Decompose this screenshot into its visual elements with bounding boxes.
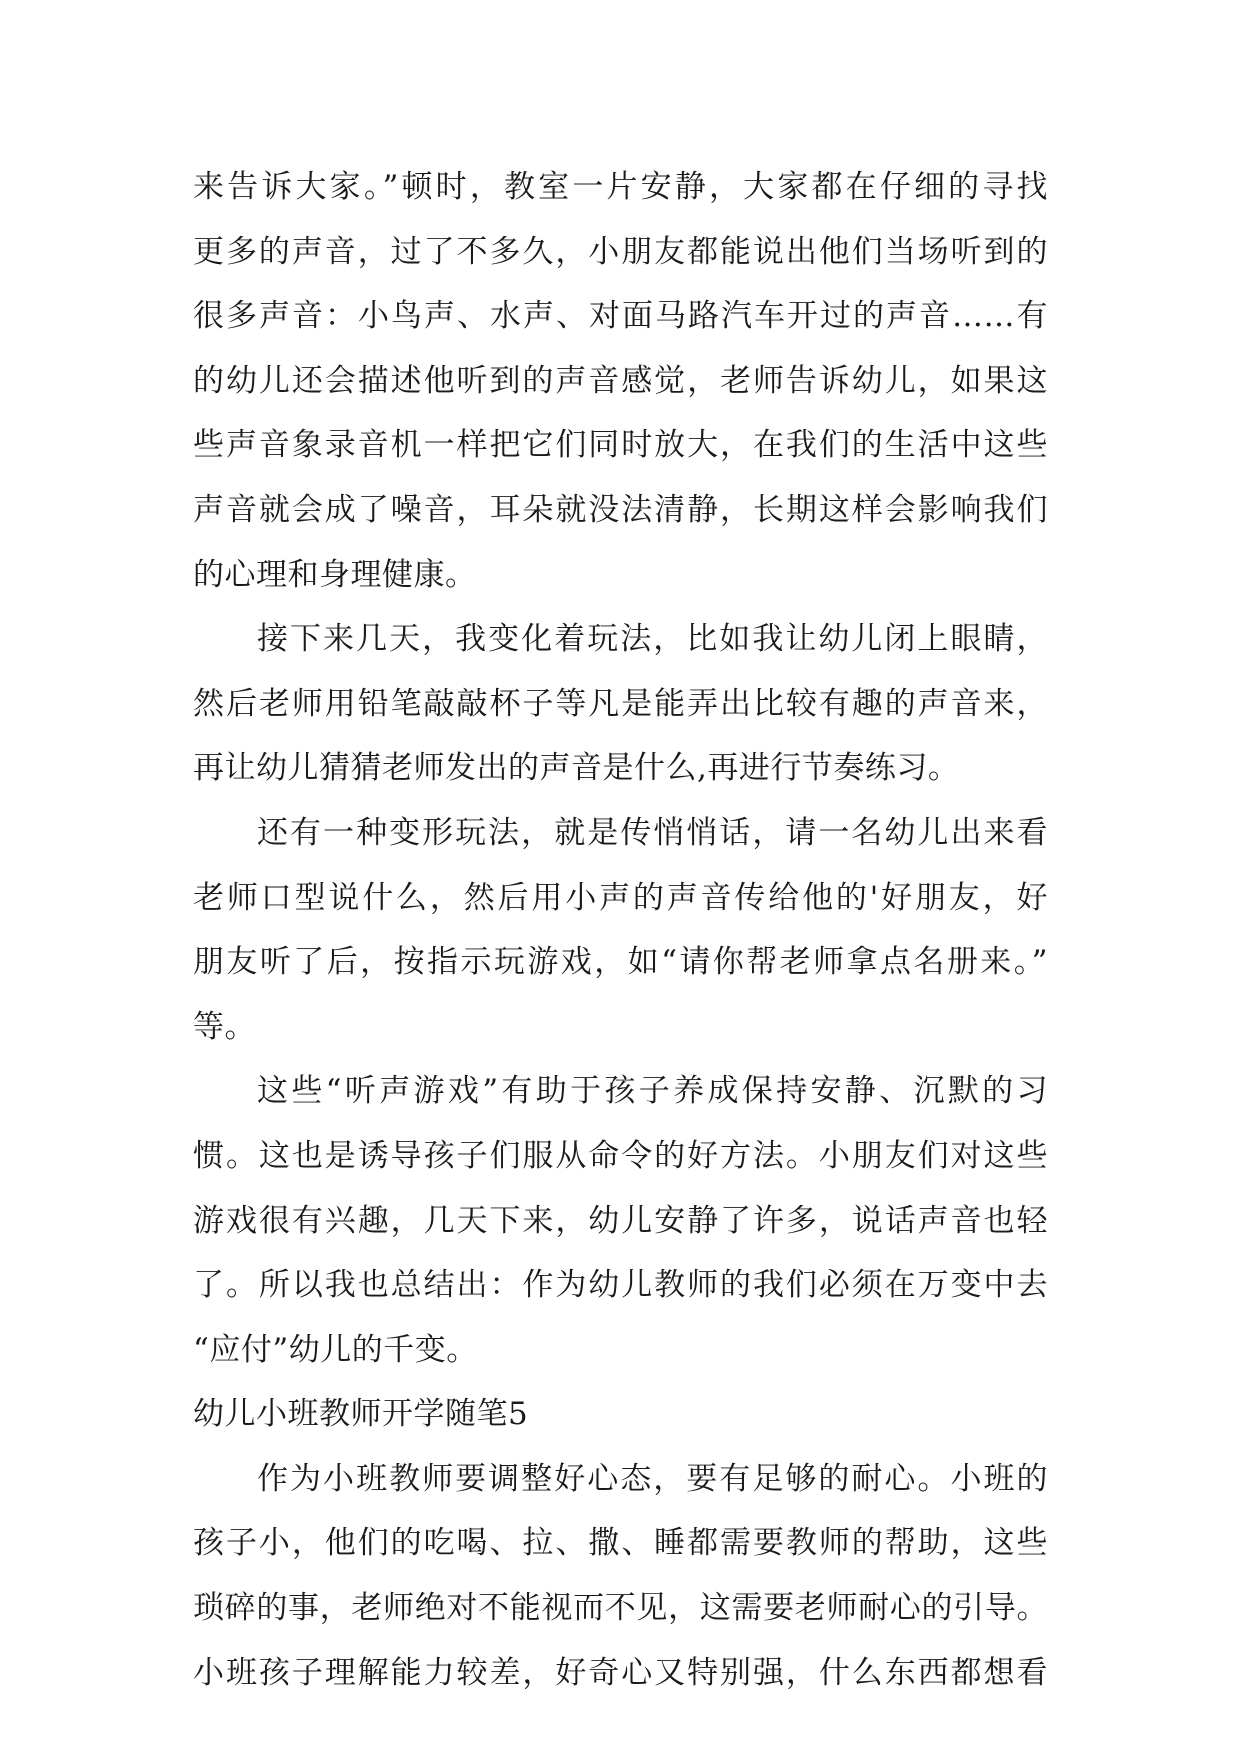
paragraph-line: 的幼儿还会描述他听到的声音感觉，老师告诉幼儿，如果这 (193, 362, 1048, 399)
paragraph-line: 作为小班教师要调整好心态，要有足够的耐心。小班的 (257, 1460, 1048, 1497)
paragraph-line: 来告诉大家。”顿时，教室一片安静，大家都在仔细的寻找 (193, 169, 1048, 205)
paragraph-4 (193, 1059, 1048, 1382)
paragraph-1 (193, 155, 1048, 607)
paragraph-line: 朋友听了后，按指示玩游戏，如“请你帮老师拿点名册来。” (193, 944, 1048, 981)
paragraph-line: 接下来几天，我变化着玩法，比如我让幼儿闭上眼睛， (257, 621, 1048, 658)
paragraph-line: 声音就会成了噪音，耳朵就没法清静，长期这样会影响我们 (193, 491, 1048, 528)
paragraph-line: 了。所以我也总结出：作为幼儿教师的我们必须在万变中去 (193, 1267, 1048, 1304)
paragraph-line: 然后老师用铅笔敲敲杯子等凡是能弄出比较有趣的声音来， (193, 685, 1048, 722)
paragraph-line: 琐碎的事，老师绝对不能视而不见，这需要老师耐心的引导。 (193, 1590, 1048, 1627)
paragraph-line: 很多声音：小鸟声、水声、对面马路汽车开过的声音……有 (193, 298, 1048, 335)
paragraph-line: “应付”幼儿的千变。 (193, 1331, 478, 1368)
paragraph-line: 老师口型说什么，然后用小声的声音传给他的'好朋友，好 (193, 879, 1048, 916)
paragraph-line: 还有一种变形玩法，就是传悄悄话，请一名幼儿出来看 (257, 814, 1048, 851)
paragraph-line: 惯。这也是诱导孩子们服从命令的好方法。小朋友们对这些 (193, 1137, 1048, 1174)
paragraph-2 (193, 607, 1048, 801)
paragraph-line: 再让幼儿猜猜老师发出的声音是什么,再进行节奏练习。 (193, 750, 960, 787)
paragraph-line: 这些“听声游戏”有助于孩子养成保持安静、沉默的习 (257, 1073, 1048, 1110)
paragraph-5 (193, 1447, 1048, 1705)
paragraph-line: 等。 (193, 1008, 256, 1045)
paragraph-3 (193, 801, 1048, 1059)
document-page (193, 155, 1048, 1705)
paragraph-line: 的心理和身理健康。 (193, 556, 477, 593)
paragraph-line: 小班孩子理解能力较差，好奇心又特别强，什么东西都想看 (193, 1654, 1048, 1691)
paragraph-line: 孩子小，他们的吃喝、拉、撒、睡都需要教师的帮助，这些 (193, 1525, 1048, 1562)
paragraph-line: 游戏很有兴趣，几天下来，幼儿安静了许多，说话声音也轻 (193, 1202, 1048, 1239)
paragraph-line: 些声音象录音机一样把它们同时放大，在我们的生活中这些 (193, 427, 1048, 464)
paragraph-line: 更多的声音，过了不多久，小朋友都能说出他们当场听到的 (193, 233, 1048, 270)
section-heading: 幼儿小班教师开学随笔5 (193, 1396, 529, 1433)
